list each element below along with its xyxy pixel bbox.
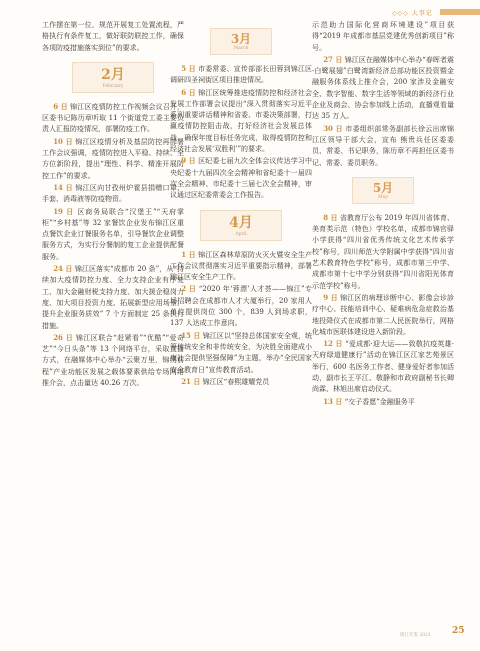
entry-date: 9 日 [181, 156, 196, 166]
month-title: 5月 [372, 180, 394, 195]
entry-text: 市委常委、宣传部部长田蓉到锦江区调研四圣祠街区项目推进情况。 [170, 65, 312, 85]
entry-date: 15 日 [181, 330, 201, 340]
column-2 [170, 20, 312, 388]
entry [42, 101, 184, 136]
entry [170, 155, 312, 201]
entry [42, 182, 184, 206]
entry [312, 338, 454, 395]
entry [170, 376, 312, 388]
entry-text: 锦江区联合“赶紧看”“优酷”“爱奇艺”“今日头条”等 13 个网络平台，采取直播方式，在融媒体中心举办“云聚万里，锦绣前程”产业功能区发展之载体要素供给专场网络推介会，点击量达 40.26 万次。 [42, 333, 184, 388]
month-english: February [102, 83, 124, 89]
entry-text: 区纪委七届九次全体会议传达学习中央纪委十九届四次全会精神和省纪委十一届四次全会精神、市纪委十三届七次全会精神，审议通过区纪委常委会工作报告。 [170, 157, 312, 200]
entry-date: 6 日 [181, 87, 196, 97]
paragraph: 工作摆在第一位，规范开展复工处置流程，严格执行有条件复工，做好联防联控工作，确保各项防疫措施落实到位”的要求。 [42, 21, 184, 52]
entry-date: 9 日 [323, 292, 338, 302]
month-title: 3月 [230, 32, 252, 46]
column-3 [312, 20, 454, 408]
entry-text: 锦江区落实“成都市 20 条”，从“持续加大疫情防控力度、全力支持企业有序复工、加大金融财税支持力度、加大援企稳岗力度、加大项目投资力度、拓展新型应用场景、提升企业服务质效” 7 个方面制定 25 条执行措施。 [42, 265, 184, 330]
entry-date: 8 日 [323, 212, 338, 222]
entry-text: 区商务局联合“汉堡王”“天府掌柜”“乡村基”等 32 家餐饮企业发布锦江区重点餐饮企业订餐服务名单，引导餐饮企业调整服务方式，为实行分餐制的复工企业提供配餐服务。 [42, 207, 184, 261]
entry-text: 锦江区向甘孜州炉霍县捐赠口罩、手套、消毒液等防疫物资。 [42, 183, 184, 204]
entry-text: “爱成都·迎大运——致敬抗疫英雄·天府绿道健康行”活动在锦江区江家艺苑景区举行，600 名医务工作者、健身爱好者参加活动，副市长王平江、敬静和市政府副秘书长卿尚霖、林旭出席启动仪式。 [312, 340, 454, 394]
entry-date: 12 日 [323, 339, 343, 349]
entry [312, 396, 454, 408]
entry-date: 1 日 [181, 249, 196, 259]
column-1 [42, 20, 184, 389]
entry-text: 锦江区统筹推进疫情防控和经济社会发展工作部署会议提出“深入贯彻落实习近平系列重要讲话精神和省委、市委决策部署，打赢疫情防控阻击战，打好经济社会发展总体战，确保年度目标任务完成，取得疫情防控和经济社会发展‘双胜利’”的要求。 [170, 88, 312, 154]
footer-note: 锦江年鉴 2021 [400, 633, 431, 638]
month-english: March [233, 46, 249, 51]
month-banner-february [72, 62, 154, 93]
month-english: May [378, 194, 388, 200]
entry-date: 19 日 [53, 206, 75, 216]
entry [42, 332, 184, 389]
entry [42, 136, 184, 182]
entry-date: 5 日 [181, 64, 196, 73]
month-title: 4月 [229, 214, 253, 231]
month-banner-march [210, 28, 272, 55]
entry-date: 6 日 [53, 101, 68, 111]
entry-date: 14 日 [53, 182, 73, 192]
entry [42, 206, 184, 263]
month-title: 2月 [101, 66, 125, 83]
entry [170, 249, 312, 284]
entry [170, 330, 312, 376]
month-banner-may [352, 177, 414, 204]
entry-text: “2020 年‘蓉漂’人才荟——锦江”专场招聘会在成都市人才大厦举行，20 家用人单位提供岗位 300 个，839 人到场求职，137 人达成工作意向。 [170, 285, 312, 328]
entry-date: 24 日 [53, 264, 73, 274]
entry-text: 锦江区以“坚持总体国家安全观，统筹传统安全和非传统安全，为决胜全面建成小康社会提供坚强保障”为主题，举办“全民国家安全教育日”宣传教育活动。 [170, 331, 312, 374]
entry [312, 123, 454, 169]
entry-text: 锦江区“春熙雄耀党员 [202, 377, 270, 386]
entry-text: 锦江区在融媒体中心举办“春晖者震·白鹭展翅”白鹭湾新经济总部功能区投资暨金融服务体系线上推介会，200 家涉及金融安全、数字智能、数字生活等领域的新经济行业企业及商会、协会参加线上活动，直播观看量达 35 万人。 [312, 55, 454, 121]
entry-date: 13 日 [323, 396, 343, 406]
page-number: 25 [452, 626, 465, 636]
entry-date: 21 日 [181, 376, 201, 386]
entry-text: “交子香愿”金融服务平 [344, 397, 415, 406]
entry [170, 87, 312, 156]
section-header: ◇◇◇ 大事记 [392, 10, 433, 17]
header-bar [440, 9, 480, 15]
entry-date: 26 日 [53, 332, 74, 342]
entry [312, 292, 454, 338]
entry-date: 27 日 [323, 54, 343, 64]
entry [312, 212, 454, 292]
month-banner-april [200, 210, 282, 241]
entry [170, 63, 312, 87]
paragraph: 示范助力国际化营商环境建设”项目获得“2019 年成都市基层党建优秀创新项目”称号。 [312, 21, 454, 52]
entry-text: 锦江区的病理诊断中心、影像会诊診疗中心、技能培训中心、疑难病危急症救治基地投降仪式在成都市第二人民医院举行，网格化城市医联体建设进入新阶段。 [312, 293, 454, 336]
entry-text: 市委组织部常务副部长徐云出席锦江区领导干部大会，宣布 熊贵兵任区委委员、常委、书记职务，陈历章不再担任区委书记、常委、委员职务。 [312, 124, 454, 167]
entry-date: 2 日 [181, 284, 197, 294]
entry-date: 30 日 [323, 123, 343, 133]
month-english: April [235, 231, 247, 237]
entry [312, 54, 454, 123]
entry-text: 锦江区疫情防控工作视频会议召开，区委书记陈历章听取 11 个街道党工委主要负责人汇报防疫情况，部署防疫工作。 [42, 102, 184, 134]
entry-text: 锦江区森林草原防火灭火暨安全生产工作会议贯彻落实习近平重要指示精神，部署锦江区安全生产工作。 [170, 250, 312, 282]
entry-text: 省教育厅公布 2019 年四川省体育、美育类示范（特色）学校名单，成都市锦官驿小学获得“四川省优秀传统文化艺术传承学校”称号，四川师范大学附属中学获得“四川省艺术教育特色学校”称号，成都市第三中学、成都市第十七中学分别获得“四川省阳光体育示范学校”称号。 [312, 213, 455, 290]
entry-text: 锦江区疫情分析及基层防控再部署工作会议强调，疫情防控进入平稳、持续、全方位新阶段，提出“理性、科学、精准开展防控工作”的要求。 [42, 137, 184, 180]
entry-date: 10 日 [53, 136, 73, 146]
entry [170, 283, 312, 329]
entry [42, 263, 184, 332]
